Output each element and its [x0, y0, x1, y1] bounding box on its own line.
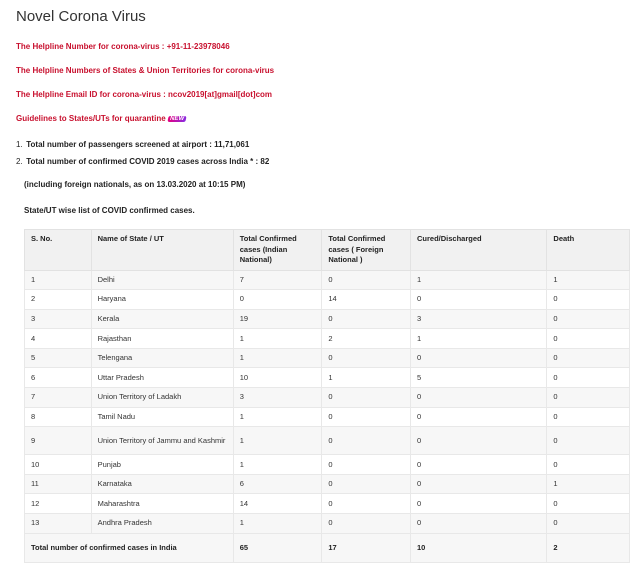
- state-name-cell: Andhra Pradesh: [91, 514, 233, 534]
- state-name-cell: Union Territory of Ladakh: [91, 388, 233, 408]
- cured-cell: 1: [411, 329, 547, 349]
- column-header: Name of State / UT: [91, 230, 233, 271]
- indian-cases-cell: 1: [233, 455, 322, 475]
- new-badge-icon: NEW: [169, 115, 185, 122]
- table-row: [25, 329, 630, 349]
- indian-cases-cell: 10: [233, 368, 322, 388]
- helpline-number-link[interactable]: The Helpline Number for corona-virus : +91-11-23978046: [16, 42, 230, 51]
- cured-cell: 0: [411, 407, 547, 427]
- table-row: [25, 348, 630, 368]
- state-name-cell: Kerala: [91, 309, 233, 329]
- indian-cases-cell: 14: [233, 494, 322, 514]
- cured-cell: 5: [411, 368, 547, 388]
- cured-cell: 0: [411, 348, 547, 368]
- foreign-cases-cell: 0: [322, 474, 411, 494]
- table-row: [25, 427, 630, 455]
- helpline-states-link[interactable]: The Helpline Numbers of States & Union Territories for corona-virus: [16, 66, 275, 75]
- column-header: S. No.: [25, 230, 92, 271]
- indian-cases-cell: 0: [233, 290, 322, 310]
- foreign-cases-cell: 0: [322, 407, 411, 427]
- list-heading: State/UT wise list of COVID confirmed cases.: [24, 206, 195, 215]
- guidelines-link[interactable]: Guidelines to States/UTs for quarantine: [16, 114, 166, 123]
- table-row: [25, 270, 630, 290]
- date-note: (including foreign nationals, as on 13.03.2020 at 10:15 PM): [24, 180, 246, 189]
- foreign-cases-cell: 0: [322, 455, 411, 475]
- foreign-cases-cell: 2: [322, 329, 411, 349]
- foreign-cases-cell: 14: [322, 290, 411, 310]
- indian-cases-cell: 1: [233, 427, 322, 455]
- foreign-cases-cell: 0: [322, 427, 411, 455]
- serial-number-cell: 13: [25, 514, 92, 534]
- death-cell: 0: [547, 514, 630, 534]
- stats-item-text: Total number of confirmed COVID 2019 cases across India * : 82: [26, 157, 270, 166]
- indian-cases-cell: 19: [233, 309, 322, 329]
- stats-item: [16, 136, 269, 153]
- stats-item-number: 1.: [16, 140, 23, 149]
- total-death: 2: [547, 533, 630, 562]
- state-name-cell: Tamil Nadu: [91, 407, 233, 427]
- serial-number-cell: 6: [25, 368, 92, 388]
- death-cell: 1: [547, 474, 630, 494]
- serial-number-cell: 3: [25, 309, 92, 329]
- death-cell: 0: [547, 407, 630, 427]
- death-cell: 0: [547, 348, 630, 368]
- stats-list: [16, 136, 269, 170]
- column-header: Death: [547, 230, 630, 271]
- indian-cases-cell: 3: [233, 388, 322, 408]
- cured-cell: 0: [411, 474, 547, 494]
- cured-cell: 0: [411, 514, 547, 534]
- death-cell: 0: [547, 290, 630, 310]
- total-label: Total number of confirmed cases in India: [25, 533, 234, 562]
- table-header-row: [25, 230, 630, 271]
- death-cell: 0: [547, 455, 630, 475]
- serial-number-cell: 1: [25, 270, 92, 290]
- indian-cases-cell: 1: [233, 514, 322, 534]
- state-name-cell: Rajasthan: [91, 329, 233, 349]
- table-row: [25, 290, 630, 310]
- table-row: [25, 494, 630, 514]
- table-row: [25, 455, 630, 475]
- helpline-email-link[interactable]: The Helpline Email ID for corona-virus : ncov2019[at]gmail[dot]com: [16, 90, 273, 99]
- table-row: [25, 388, 630, 408]
- page-title: Novel Corona Virus: [16, 8, 146, 25]
- guidelines-row: [16, 114, 186, 123]
- table-total-row: [25, 533, 630, 562]
- cured-cell: 0: [411, 290, 547, 310]
- stats-item-number: 2.: [16, 157, 23, 166]
- serial-number-cell: 8: [25, 407, 92, 427]
- cured-cell: 0: [411, 494, 547, 514]
- table-row: [25, 514, 630, 534]
- serial-number-cell: 2: [25, 290, 92, 310]
- death-cell: 0: [547, 309, 630, 329]
- indian-cases-cell: 7: [233, 270, 322, 290]
- indian-cases-cell: 6: [233, 474, 322, 494]
- cured-cell: 1: [411, 270, 547, 290]
- table-body: [25, 270, 630, 533]
- serial-number-cell: 9: [25, 427, 92, 455]
- foreign-cases-cell: 0: [322, 270, 411, 290]
- table-row: [25, 474, 630, 494]
- death-cell: 0: [547, 329, 630, 349]
- state-name-cell: Haryana: [91, 290, 233, 310]
- serial-number-cell: 12: [25, 494, 92, 514]
- state-name-cell: Delhi: [91, 270, 233, 290]
- foreign-cases-cell: 0: [322, 388, 411, 408]
- column-header: Cured/Discharged: [411, 230, 547, 271]
- foreign-cases-cell: 0: [322, 514, 411, 534]
- state-name-cell: Telengana: [91, 348, 233, 368]
- table-row: [25, 368, 630, 388]
- stats-item: [16, 153, 269, 170]
- indian-cases-cell: 1: [233, 407, 322, 427]
- death-cell: 0: [547, 368, 630, 388]
- serial-number-cell: 10: [25, 455, 92, 475]
- foreign-cases-cell: 0: [322, 309, 411, 329]
- state-name-cell: Karnataka: [91, 474, 233, 494]
- death-cell: 0: [547, 388, 630, 408]
- column-header: Total Confirmed cases ( Foreign National ): [322, 230, 411, 271]
- total-indian: 65: [233, 533, 322, 562]
- cases-table: [24, 229, 630, 563]
- death-cell: 0: [547, 427, 630, 455]
- total-cured: 10: [411, 533, 547, 562]
- foreign-cases-cell: 0: [322, 348, 411, 368]
- serial-number-cell: 11: [25, 474, 92, 494]
- cured-cell: 0: [411, 455, 547, 475]
- table-row: [25, 407, 630, 427]
- state-name-cell: Maharashtra: [91, 494, 233, 514]
- column-header: Total Confirmed cases (Indian National): [233, 230, 322, 271]
- cured-cell: 0: [411, 427, 547, 455]
- state-name-cell: Uttar Pradesh: [91, 368, 233, 388]
- indian-cases-cell: 1: [233, 329, 322, 349]
- indian-cases-cell: 1: [233, 348, 322, 368]
- cured-cell: 3: [411, 309, 547, 329]
- foreign-cases-cell: 1: [322, 368, 411, 388]
- serial-number-cell: 7: [25, 388, 92, 408]
- state-name-cell: Union Territory of Jammu and Kashmir: [91, 427, 233, 455]
- state-name-cell: Punjab: [91, 455, 233, 475]
- death-cell: 0: [547, 494, 630, 514]
- cured-cell: 0: [411, 388, 547, 408]
- death-cell: 1: [547, 270, 630, 290]
- total-foreign: 17: [322, 533, 411, 562]
- foreign-cases-cell: 0: [322, 494, 411, 514]
- serial-number-cell: 5: [25, 348, 92, 368]
- table-row: [25, 309, 630, 329]
- stats-item-text: Total number of passengers screened at airport : 11,71,061: [26, 140, 250, 149]
- serial-number-cell: 4: [25, 329, 92, 349]
